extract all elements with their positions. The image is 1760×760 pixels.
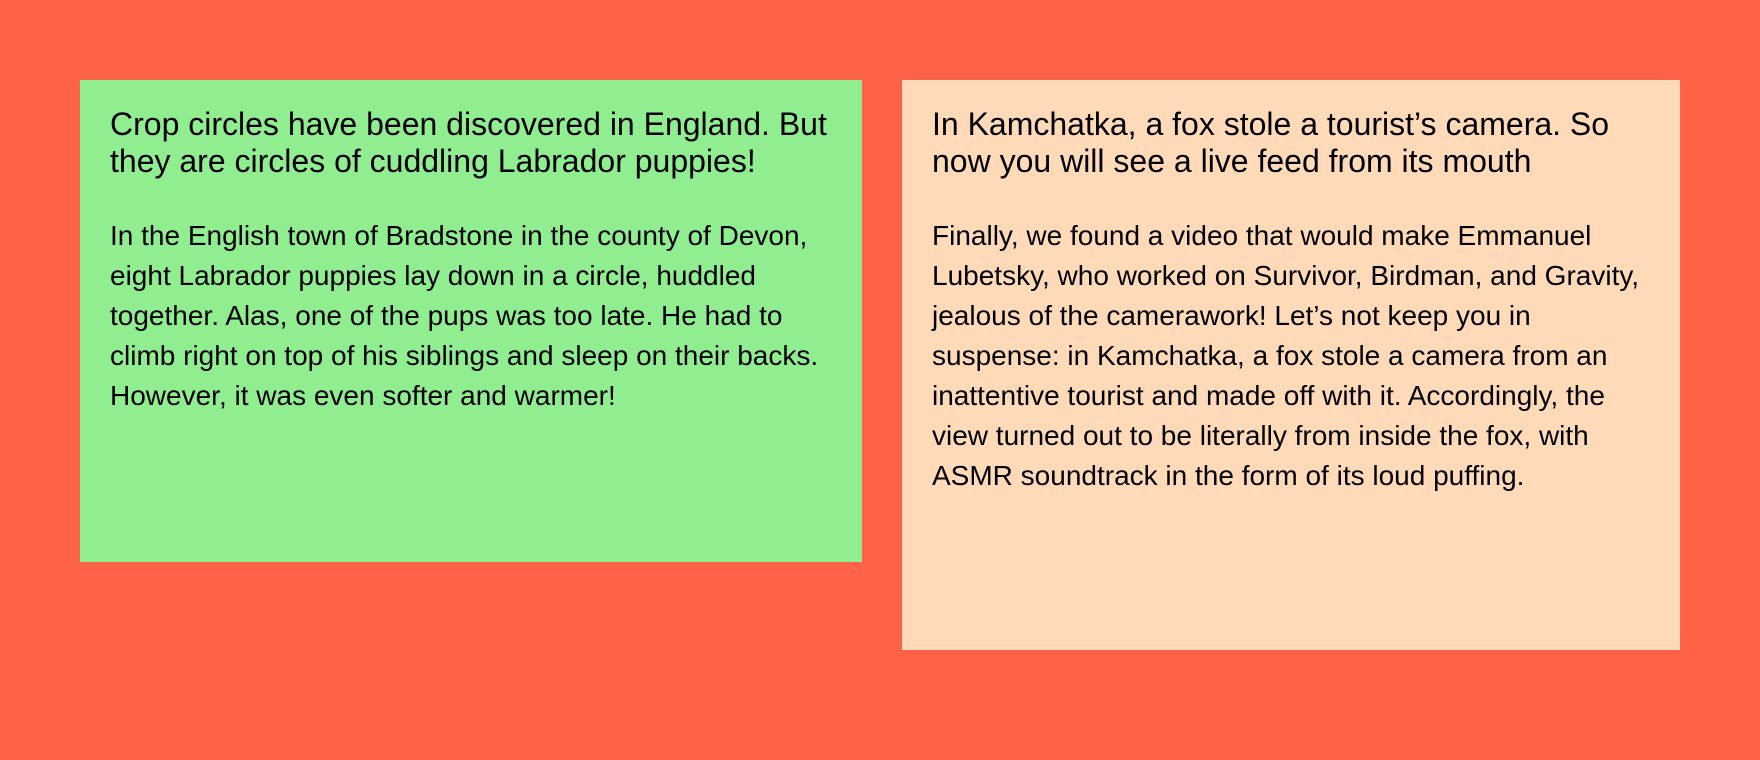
card-title: Crop circles have been discovered in England. But they are circles of cuddling Labrador puppies! [110, 106, 827, 179]
news-card-kamchatka-fox[interactable] [902, 80, 1680, 650]
news-card-labrador-crop-circles[interactable] [80, 80, 862, 562]
card-body-text: In the English town of Bradstone in the county of Devon, eight Labrador puppies lay down in a circle, huddled together. Alas, one of the pups was too late. He had to climb right on top of his siblings and sleep on their backs. However, it was even softer and warmer! [110, 220, 819, 411]
card-body-text: Finally, we found a video that would make Emmanuel Lubetsky, who worked on Survivor, Birdman, and Gravity, jealous of the camerawork! Let’s not keep you in suspense: in Kamchatka, a fox stole a camera from an inattentive tourist and made off with it. Accordingly, the view turned out to be literally from inside the fox, with ASMR soundtrack in the form of its loud puffing. [932, 220, 1640, 491]
card-title: In Kamchatka, a fox stole a tourist’s camera. So now you will see a live feed from its mouth [932, 106, 1610, 179]
